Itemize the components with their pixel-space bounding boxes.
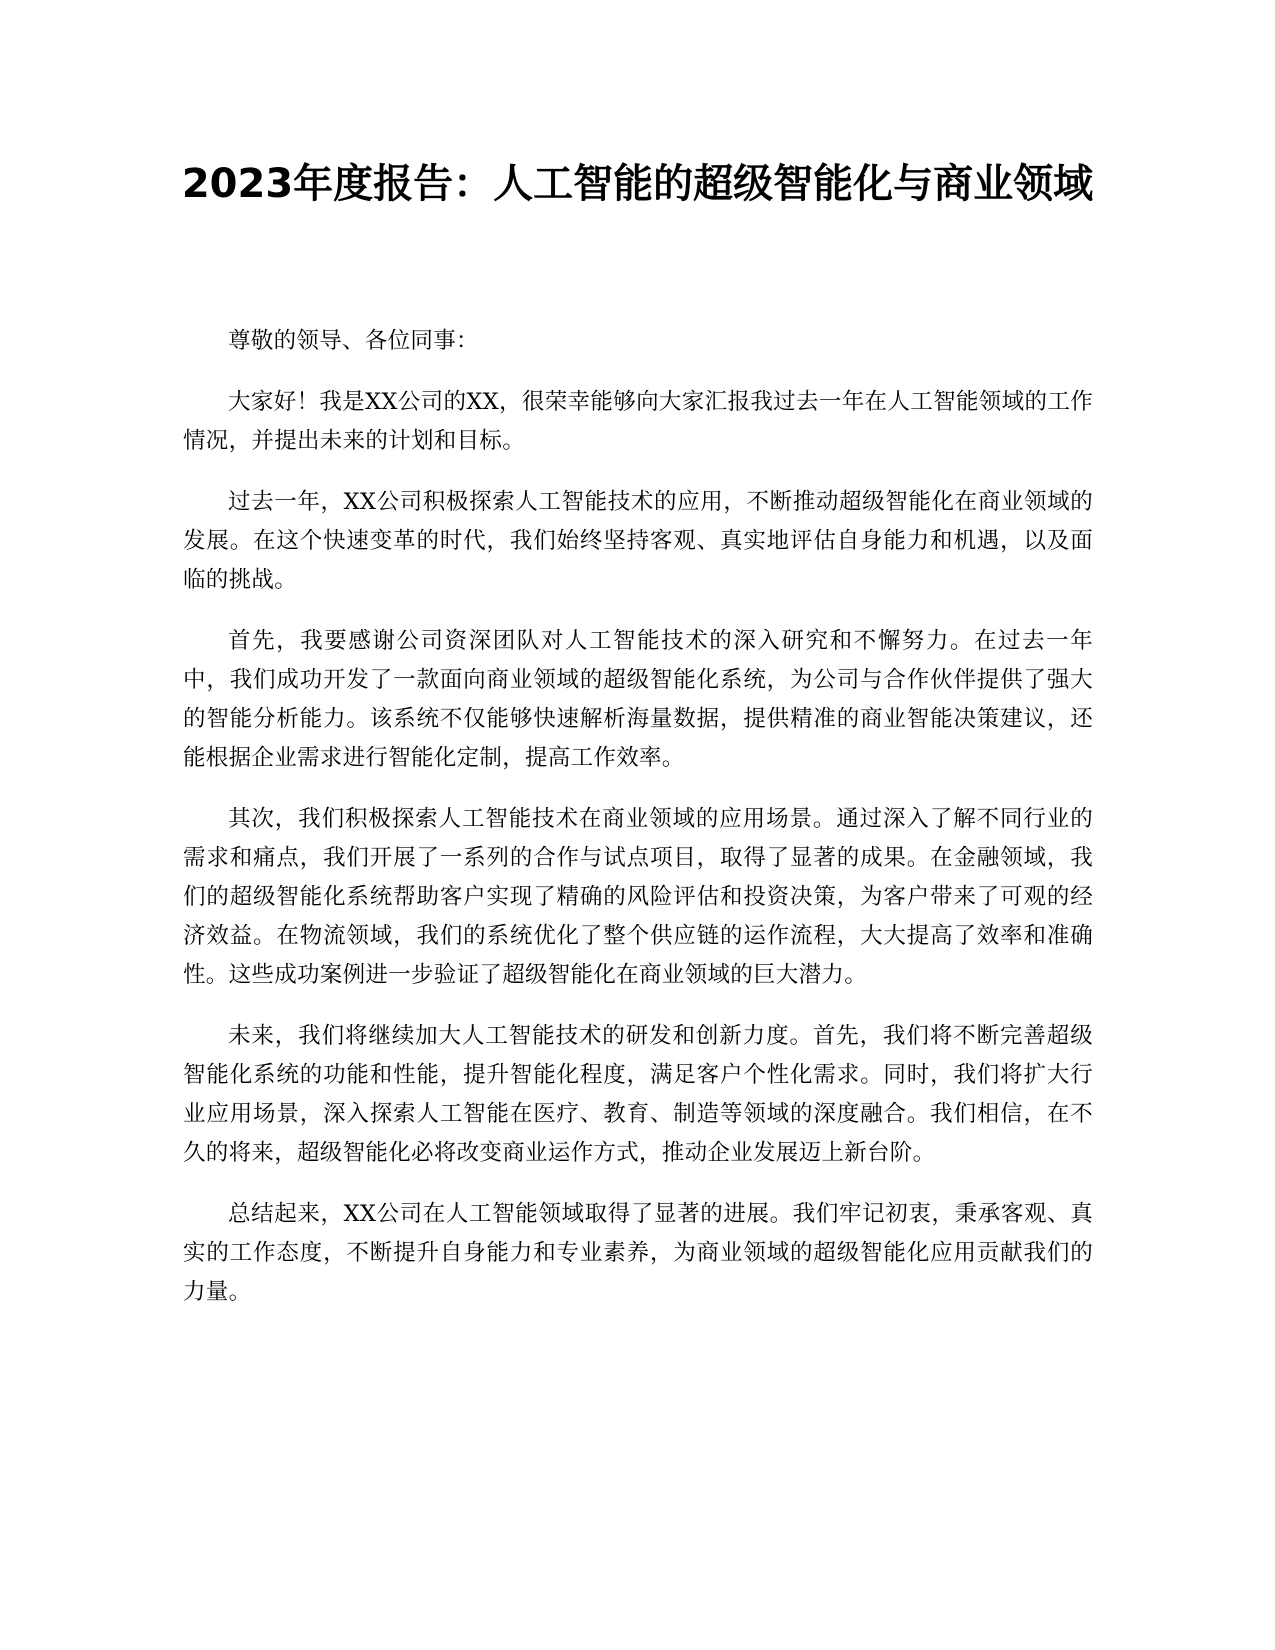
paragraph-greeting: 大家好！我是XX公司的XX，很荣幸能够向大家汇报我过去一年在人工智能领域的工作情况，并提出未来的计划和目标。	[183, 389, 1093, 454]
paragraph-future: 未来，我们将继续加大人工智能技术的研发和创新力度。首先，我们将不断完善超级智能化系统的功能和性能，提升智能化程度，满足客户个性化需求。同时，我们将扩大行业应用场景，深入探索人工智能在医疗、教育、制造等领域的深度融合。我们相信，在不久的将来，超级智能化必将改变商业运作方式，推动企业发展迈上新台阶。	[183, 1023, 1093, 1166]
paragraph-first: 首先，我要感谢公司资深团队对人工智能技术的深入研究和不懈努力。在过去一年中，我们成功开发了一款面向商业领域的超级智能化系统，为公司与合作伙伴提供了强大的智能分析能力。该系统不仅能够快速解析海量数据，提供精准的商业智能决策建议，还能根据企业需求进行智能化定制，提高工作效率。	[183, 628, 1093, 771]
paragraph-salutation: 尊敬的领导、各位同事：	[228, 328, 479, 354]
document-body	[183, 322, 1093, 1334]
paragraph-second: 其次，我们积极探索人工智能技术在商业领域的应用场景。通过深入了解不同行业的需求和痛点，我们开展了一系列的合作与试点项目，取得了显著的成果。在金融领域，我们的超级智能化系统帮助客户实现了精确的风险评估和投资决策，为客户带来了可观的经济效益。在物流领域，我们的系统优化了整个供应链的运作流程，大大提高了效率和准确性。这些成功案例进一步验证了超级智能化在商业领域的巨大潜力。	[183, 806, 1093, 988]
document-title: 2023年度报告：人工智能的超级智能化与商业领域	[181, 161, 1094, 207]
paragraph-past-year: 过去一年，XX公司积极探索人工智能技术的应用，不断推动超级智能化在商业领域的发展。在这个快速变革的时代，我们始终坚持客观、真实地评估自身能力和机遇，以及面临的挑战。	[183, 489, 1093, 593]
paragraph-summary: 总结起来，XX公司在人工智能领域取得了显著的进展。我们牢记初衷，秉承客观、真实的工作态度，不断提升自身能力和专业素养，为商业领域的超级智能化应用贡献我们的力量。	[183, 1201, 1093, 1305]
